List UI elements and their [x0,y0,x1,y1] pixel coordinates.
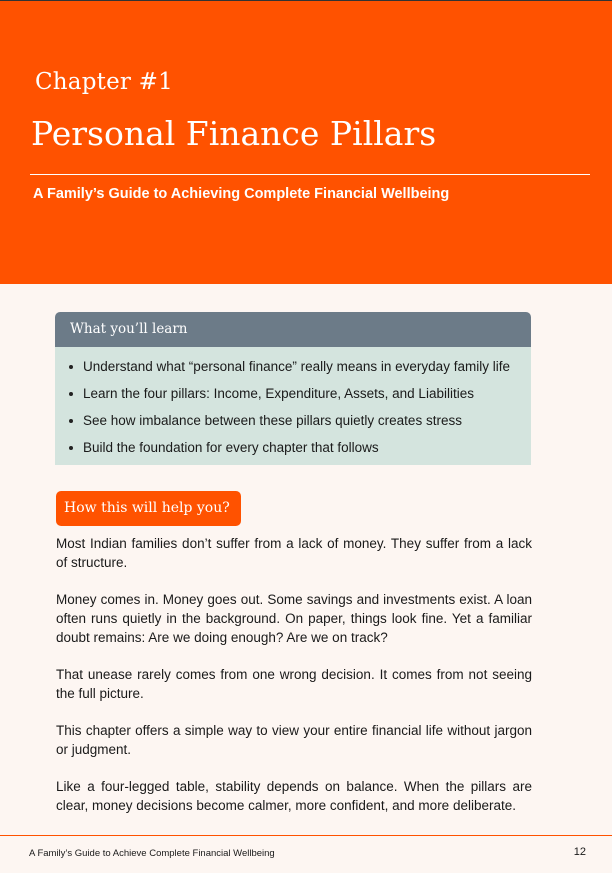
chapter-subtitle: A Family’s Guide to Achieving Complete Financial Wellbeing [33,186,450,202]
learn-list-item: Learn the four pillars: Income, Expenditure, Assets, and Liabilities [67,380,519,407]
help-heading: How this will help you? [56,491,241,526]
learn-list-item: Build the foundation for every chapter that follows [67,434,519,461]
learn-heading: What you’ll learn [55,312,531,347]
chapter-title: Personal Finance Pillars [31,114,437,153]
learn-box [55,312,531,465]
body-text [56,534,532,833]
footer-divider [0,835,612,836]
body-paragraph: This chapter offers a simple way to view your entire financial life without jargon or judgment. [56,723,532,757]
header-divider [30,174,590,175]
learn-list-item: See how imbalance between these pillars quietly creates stress [67,407,519,434]
learn-list-container [55,347,531,465]
body-paragraph: Money comes in. Money goes out. Some savings and investments exist. A loan often runs quietly in the background. On paper, things look fine. Yet a familiar doubt remains: Are we doing enough? Are we on track? [56,592,532,645]
learn-list-item: Understand what “personal finance” really means in everyday family life [67,353,519,380]
body-paragraph: That unease rarely comes from one wrong decision. It comes from not seeing the full picture. [56,667,532,701]
chapter-header [0,1,612,284]
chapter-label: Chapter #1 [35,69,173,95]
page-number: 12 [573,846,586,858]
footer-title: A Family’s Guide to Achieve Complete Financial Wellbeing [29,848,275,859]
body-paragraph: Most Indian families don’t suffer from a lack of money. They suffer from a lack of structure. [56,536,532,570]
learn-list [67,353,519,461]
body-paragraph: Like a four-legged table, stability depends on balance. When the pillars are clear, money decisions become calmer, more confident, and more deliberate. [56,779,532,813]
